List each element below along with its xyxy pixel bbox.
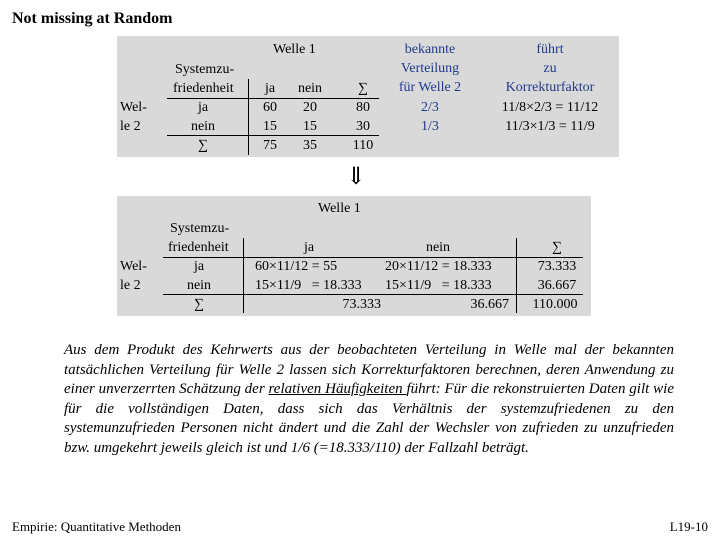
cell-ja-sum-2: 73.333 — [537, 259, 577, 274]
slide-title: Not missing at Random — [12, 10, 173, 27]
table2-sum-rule — [163, 294, 583, 295]
table2-left-vertical-rule — [243, 238, 244, 313]
cell-sum-ja: 75 — [263, 138, 277, 153]
welle2-label-line2-2: le 2 — [120, 278, 141, 293]
cell-sum-ja-2: 73.333 — [342, 297, 381, 312]
paragraph-underlined-term: relativen Häufigkeiten — [268, 381, 407, 398]
known-value-ja: 2/3 — [421, 100, 439, 115]
col-nein-header: nein — [297, 81, 323, 96]
known-header-line3: für Welle 2 — [398, 80, 462, 95]
down-arrow-icon: ⇓ — [346, 164, 367, 190]
col-ja-header: ja — [264, 81, 276, 96]
footer-slide-number: L19-10 — [669, 519, 708, 534]
row-header-line2-2: friedenheit — [168, 240, 229, 255]
known-value-nein: 1/3 — [421, 119, 439, 134]
cell-nein-sum-2: 36.667 — [537, 278, 577, 293]
col-ja-header-2: ja — [303, 240, 315, 255]
observed-distribution-table — [117, 36, 619, 157]
welle2-label-line2: le 2 — [120, 119, 141, 134]
cell-ja-sum: 80 — [356, 100, 370, 115]
row-label-nein: nein — [190, 119, 216, 134]
row-label-nein-2: nein — [186, 278, 212, 293]
cell-ja-ja: 60 — [263, 100, 277, 115]
welle1-header-2: Welle 1 — [318, 201, 361, 216]
reconstructed-distribution-table — [117, 196, 591, 316]
welle1-header: Welle 1 — [273, 42, 316, 57]
known-header-line1: bekannte — [404, 42, 456, 57]
cell-nein-ja-2: 15×11/9 = 18.333 — [255, 278, 362, 293]
welle2-label-line1: Wel- — [120, 100, 147, 115]
footer-course-title: Empirie: Quantitative Methoden — [12, 519, 181, 534]
cell-nein-sum: 30 — [356, 119, 370, 134]
table2-header-rule — [163, 257, 583, 258]
table1-sum-rule — [167, 135, 379, 136]
col-sum-header-2: ∑ — [552, 240, 562, 255]
table1-vertical-rule — [248, 79, 249, 155]
row-label-ja-2: ja — [193, 259, 205, 274]
paragraph-text-1: Aus dem Produkt des Kehrwerts aus der beobachteten Verteilung in Welle mal der bekannten tatsächlichen Verteilung für Welle 2 lassen sich Korrekturfaktoren berechnen, deren Anwendung zu einer unverzerrten Schätzung der — [64, 342, 674, 398]
row-header-line1-2: Systemzu- — [170, 221, 230, 236]
welle2-label-line1-2: Wel- — [120, 259, 147, 274]
row-header-line2: friedenheit — [173, 81, 234, 96]
cell-ja-nein-2: 20×11/12 = 18.333 — [385, 259, 492, 274]
cell-nein-nein: 15 — [303, 119, 317, 134]
cell-ja-ja-2: 60×11/12 = 55 — [255, 259, 338, 274]
cell-sum-sum: 110 — [352, 138, 374, 153]
row-label-sum: ∑ — [198, 138, 208, 153]
explanation-paragraph — [64, 341, 674, 459]
known-header-line2: Verteilung — [400, 61, 460, 76]
cell-ja-nein: 20 — [303, 100, 317, 115]
row-header-line1: Systemzu- — [175, 62, 235, 77]
col-sum-header: ∑ — [358, 81, 368, 96]
table1-header-rule — [167, 98, 379, 99]
row-label-ja: ja — [197, 100, 209, 115]
cell-sum-nein-2: 36.667 — [470, 297, 509, 312]
factor-header-line2: zu — [543, 61, 557, 76]
row-label-sum-2: ∑ — [194, 297, 204, 312]
table2-right-vertical-rule — [516, 238, 517, 313]
paragraph-text-2: führt: Für die rekonstruierten Daten gilt wie für die vollständigen Daten, dass sich das Verhältnis der systemzufriedenen zu den systemunzufrieden Personen nicht ändert und die Zahl der Wechsler von zufrieden zu unzufrieden bzw. umgekehrt jeweils gleich ist und 1/6 (=18.333/110) der Fallzahl beträgt. — [64, 381, 674, 456]
cell-nein-nein-2: 15×11/9 = 18.333 — [385, 278, 492, 293]
col-nein-header-2: nein — [425, 240, 451, 255]
cell-sum-sum-2: 110.000 — [532, 297, 578, 312]
factor-value-ja: 11/8×2/3 = 11/12 — [501, 100, 599, 115]
cell-nein-ja: 15 — [263, 119, 277, 134]
factor-value-nein: 11/3×1/3 = 11/9 — [505, 119, 595, 134]
factor-header-line1: führt — [536, 42, 564, 57]
cell-sum-nein: 35 — [303, 138, 317, 153]
factor-header-line3: Korrekturfaktor — [505, 80, 595, 95]
